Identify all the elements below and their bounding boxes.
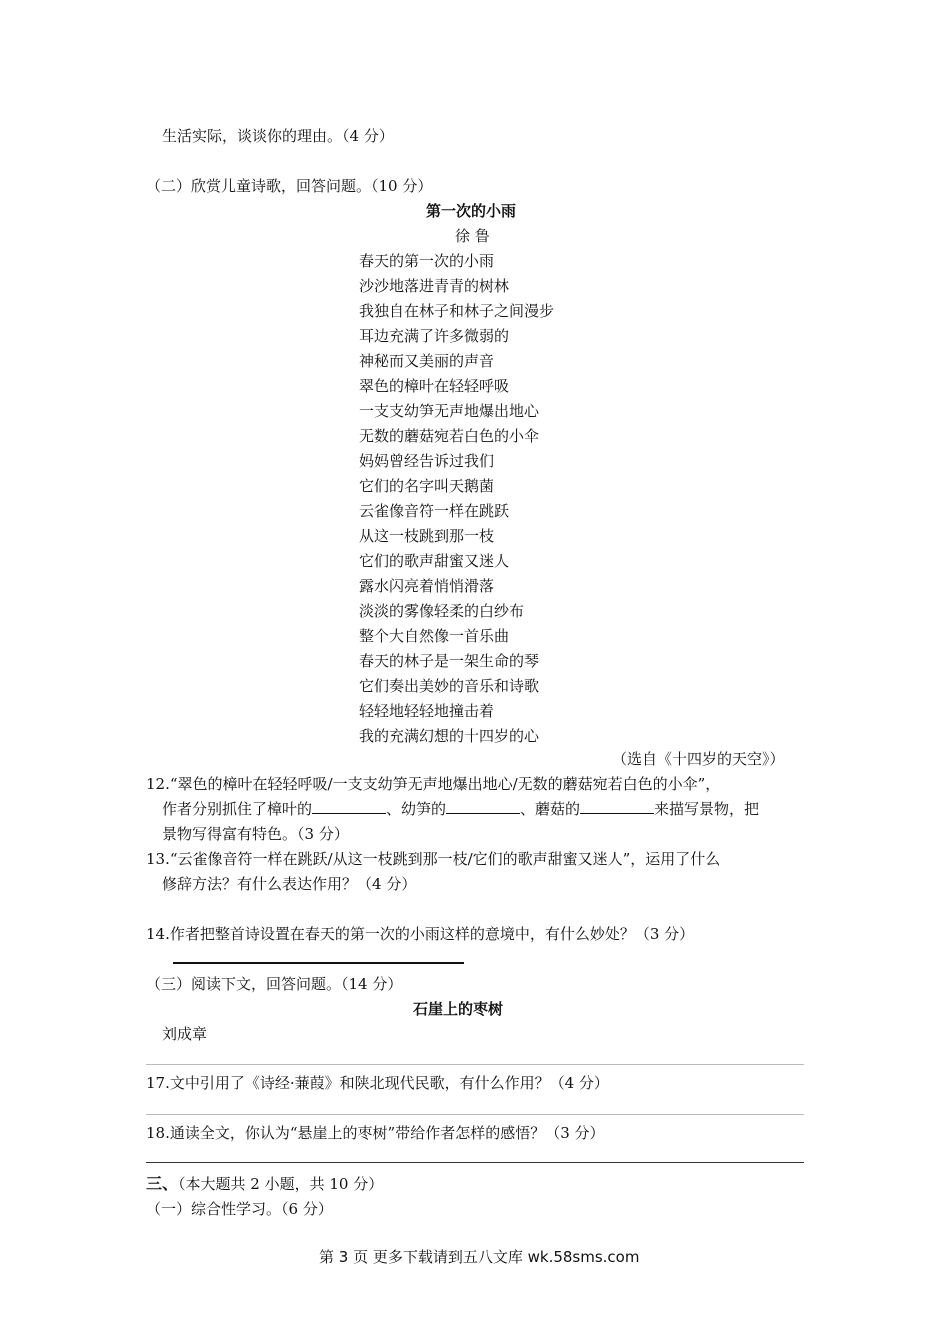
answer-blank[interactable] <box>446 798 520 814</box>
q18-line1: 18.通读全文，你认为“悬崖上的枣树”带给作者怎样的感悟？（3 分） <box>146 1124 605 1142</box>
poem-author: 徐 鲁 <box>455 227 490 245</box>
q12-text-d: 来描写景物，把 <box>654 800 760 818</box>
part3-desc: （本大题共 2 小题，共 10 分） <box>178 1175 384 1193</box>
section3-heading: （三）阅读下文，回答问题。（14 分） <box>146 975 403 993</box>
poem-line: 无数的蘑菇宛若白色的小伞 <box>359 427 540 445</box>
section2-heading: （二）欣赏儿童诗歌，回答问题。（10 分） <box>146 177 433 195</box>
article-author: 刘成章 <box>162 1025 208 1043</box>
q12-text-c: 、蘑菇的 <box>520 800 581 818</box>
part3-sub1: （一）综合性学习。（6 分） <box>146 1200 333 1218</box>
answer-line <box>173 962 464 964</box>
poem-line: 我的充满幻想的十四岁的心 <box>359 727 540 745</box>
poem-line: 整个大自然像一首乐曲 <box>359 627 510 645</box>
part3-heading <box>146 1172 383 1196</box>
poem-line: 春天的林子是一架生命的琴 <box>359 652 540 670</box>
poem-line: 翠色的樟叶在轻轻呼吸 <box>359 377 510 395</box>
intro-line: 生活实际，谈谈你的理由。（4 分） <box>162 127 394 145</box>
q14-line1: 14.作者把整首诗设置在春天的第一次的小雨这样的意境中，有什么妙处？（3 分） <box>146 925 695 943</box>
answer-blank[interactable] <box>580 798 654 814</box>
poem-line: 轻轻地轻轻地撞击着 <box>359 702 495 720</box>
q12-text-b: 、幼笋的 <box>386 800 447 818</box>
poem-line: 它们的名字叫天鹅菌 <box>359 477 495 495</box>
q12-text-a: 作者分别抓住了樟叶的 <box>162 800 313 818</box>
poem-line: 它们的歌声甜蜜又迷人 <box>359 552 510 570</box>
divider-line <box>146 1114 804 1115</box>
poem-body <box>359 249 554 749</box>
page-footer: 第 3 页 更多下载请到五八文库 wk.58sms.com <box>319 1248 640 1266</box>
poem-line: 露水闪亮着悄悄滑落 <box>359 577 495 595</box>
poem-line: 春天的第一次的小雨 <box>359 252 495 270</box>
poem-line: 我独自在林子和林子之间漫步 <box>359 302 555 320</box>
divider-line <box>146 1064 804 1065</box>
q13-line2: 修辞方法？有什么表达作用？（4 分） <box>162 875 417 893</box>
poem-line: 一支支幼笋无声地爆出地心 <box>359 402 540 420</box>
poem-line: 它们奏出美妙的音乐和诗歌 <box>359 677 540 695</box>
poem-line: 妈妈曾经告诉过我们 <box>359 452 495 470</box>
poem-line: 淡淡的雾像轻柔的白纱布 <box>359 602 525 620</box>
poem-line: 从这一枝跳到那一枝 <box>359 527 495 545</box>
q12-line1: 12.“翠色的樟叶在轻轻呼吸/一支支幼笋无声地爆出地心/无数的蘑菇宛若白色的小伞”， <box>146 775 721 793</box>
poem-title: 第一次的小雨 <box>426 202 517 220</box>
part3-label: 三、 <box>146 1174 179 1193</box>
q12-line2 <box>162 797 759 821</box>
poem-line: 耳边充满了许多微弱的 <box>359 327 510 345</box>
poem-source: （选自《十四岁的天空》） <box>612 750 785 768</box>
poem-line: 沙沙地落进青青的树林 <box>359 277 510 295</box>
q13-line1: 13.“云雀像音符一样在跳跃/从这一枝跳到那一枝/它们的歌声甜蜜又迷人”，运用了什么 <box>146 850 721 868</box>
poem-line: 云雀像音符一样在跳跃 <box>359 502 510 520</box>
q17-line1: 17.文中引用了《诗经·蒹葭》和陕北现代民歌，有什么作用？（4 分） <box>146 1074 609 1092</box>
divider-line <box>146 1162 804 1163</box>
article-title: 石崖上的枣树 <box>413 1000 504 1018</box>
answer-blank[interactable] <box>312 798 386 814</box>
poem-line: 神秘而又美丽的声音 <box>359 352 495 370</box>
q12-line3: 景物写得富有特色。（3 分） <box>162 825 349 843</box>
